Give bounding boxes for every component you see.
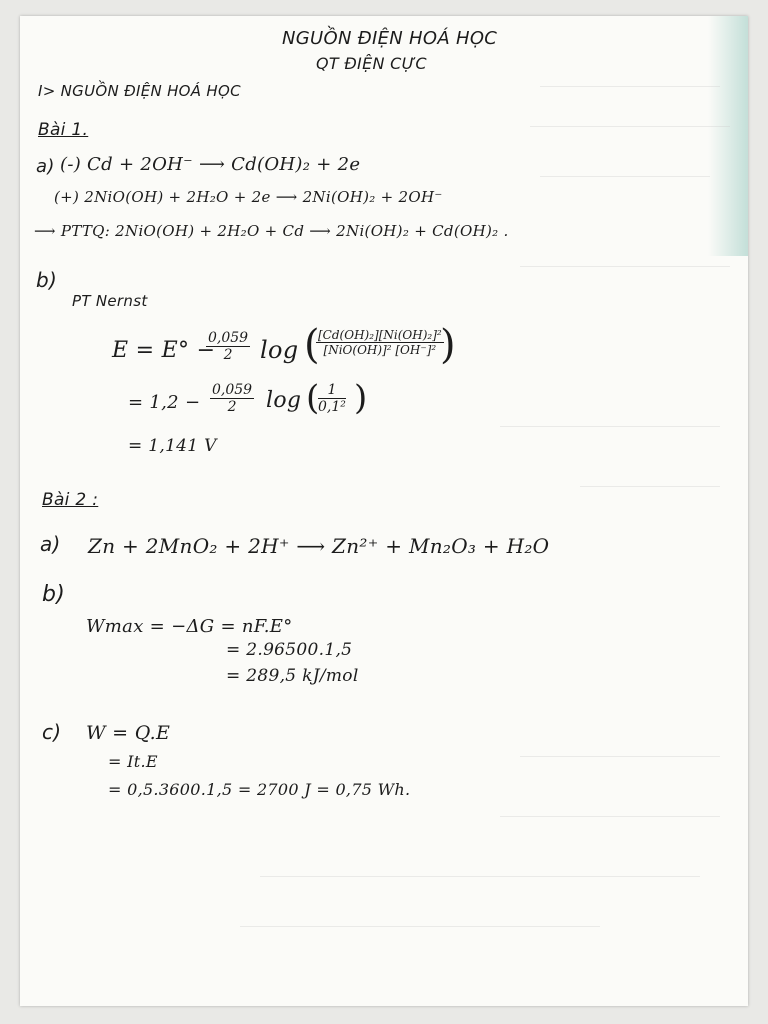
zn-mno2-reaction: Zn + 2MnO₂ + 2H⁺ ⟶ Zn²⁺ + Mn₂O₃ + H₂O — [88, 534, 550, 558]
work-line-2: = It.E — [108, 752, 158, 771]
nernst-fraction-4 — [318, 382, 346, 415]
cathode-equation: (+) 2NiO(OH) + 2H₂O + 2e ⟶ 2Ni(OH)₂ + 2OH⁻ — [54, 188, 443, 206]
exercise-1-heading: Bài 1. — [38, 120, 89, 140]
work-line-1: W = Q.E — [86, 722, 171, 744]
paren-close-2: ) — [354, 378, 368, 418]
anode-equation: (-) Cd + 2OH⁻ ⟶ Cd(OH)₂ + 2e — [60, 154, 361, 175]
wmax-line-2: = 2.96500.1,5 — [226, 640, 353, 660]
exercise-2-b-label: b) — [42, 582, 66, 607]
scan-edge-tint — [708, 16, 748, 256]
exercise-2-a-label: a) — [40, 532, 61, 556]
nernst-line-2: = 1,2 − — [128, 392, 201, 413]
section-heading: I> NGUỒN ĐIỆN HOÁ HỌC — [38, 82, 241, 100]
wmax-line-1: Wmax = −ΔG = nF.E° — [86, 616, 293, 637]
nernst-fraction-3 — [210, 382, 254, 415]
fraction-denominator: 2 — [223, 347, 233, 363]
fraction-numerator: 0,059 — [208, 330, 249, 346]
page-subtitle: QT ĐIỆN CỰC — [316, 54, 427, 73]
notebook-page — [20, 16, 748, 1006]
log-symbol: log — [260, 336, 299, 364]
paren-open: ( — [304, 322, 320, 368]
exercise-1-b-label: b) — [36, 268, 58, 292]
nernst-lhs: E = E° − — [112, 338, 216, 363]
log-symbol-2: log — [266, 388, 302, 413]
nernst-title: PT Nernst — [72, 292, 148, 310]
paren-open-2: ( — [306, 378, 320, 418]
wmax-line-3: = 289,5 kJ/mol — [226, 666, 359, 686]
overall-equation: ⟶ PTTQ: 2NiO(OH) + 2H₂O + Cd ⟶ 2Ni(OH)₂ + Cd(OH)₂ . — [34, 222, 509, 240]
page-title: NGUỒN ĐIỆN HOÁ HỌC — [282, 28, 498, 49]
fraction-denominator: 2 — [227, 399, 237, 415]
nernst-result: = 1,141 V — [128, 436, 217, 456]
nernst-fraction-1 — [206, 330, 250, 363]
fraction-numerator: 0,059 — [212, 382, 253, 398]
fraction-denominator: [NiO(OH)]² [OH⁻]² — [323, 343, 437, 357]
fraction-numerator: [Cd(OH)₂][Ni(OH)₂]² — [318, 328, 442, 342]
nernst-fraction-2 — [316, 328, 444, 357]
fraction-numerator: 1 — [318, 382, 346, 399]
exercise-1-a-label: a) — [36, 156, 55, 177]
fraction-denominator: 0,1² — [318, 399, 346, 415]
paren-close: ) — [440, 322, 456, 368]
work-line-3: = 0,5.3600.1,5 = 2700 J = 0,75 Wh. — [108, 780, 411, 799]
exercise-2-c-label: c) — [42, 720, 62, 744]
exercise-2-heading: Bài 2 : — [42, 490, 99, 510]
